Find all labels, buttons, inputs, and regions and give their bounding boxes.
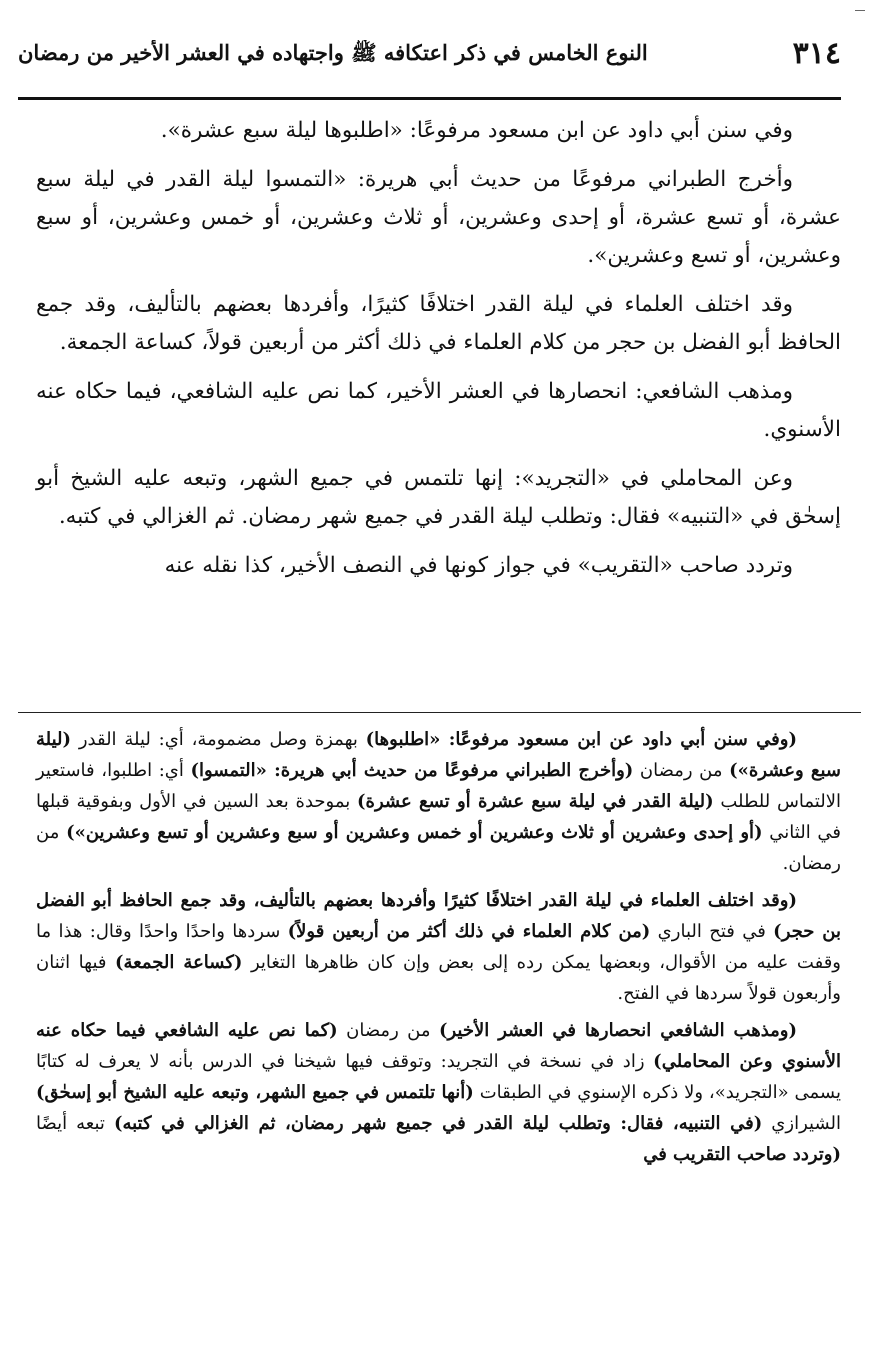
commentary-text: من رمضان. (36, 822, 841, 874)
main-paragraph: وتردد صاحب «التقريب» في جواز كونها في النصف الأخير، كذا نقله عنه (164, 553, 793, 578)
commentary-paragraph (36, 1015, 841, 1170)
commentary-text: من رمضان (633, 760, 730, 781)
quoted-matn: (وأخرج الطبراني مرفوعًا من حديث أبي هريرة: «التمسوا) (190, 760, 634, 781)
commentary-text: أي: اطلبوا، فاستعير الالتماس للطلب (36, 760, 841, 812)
quoted-matn: (وفي سنن أبي داود عن ابن مسعود مرفوعًا: «اطلبوها) (365, 729, 797, 750)
main-paragraph: ومذهب الشافعي: انحصارها في العشر الأخير، كما نص عليه الشافعي، فيما حكاه عنه الأسنوي. (36, 379, 841, 442)
quoted-matn: (وقد اختلف العلماء في ليلة القدر اختلافًا كثيرًا وأفردها بعضهم بالتأليف، وقد جمع الحافظ أبو الفضل بن حجر) (36, 890, 841, 942)
main-paragraph: وفي سنن أبي داود عن ابن مسعود مرفوعًا: «اطلبوها ليلة سبع عشرة». (160, 118, 793, 143)
quoted-matn: (وتردد صاحب التقريب في (643, 1144, 841, 1165)
quoted-matn: (أنها تلتمس في جميع الشهر، وتبعه عليه الشيخ أبو إسحٰق) (36, 1082, 474, 1103)
main-text (36, 112, 841, 585)
commentary-text: الشيرازي (762, 1113, 841, 1134)
header-rule (18, 97, 841, 100)
quoted-matn: (كما نص عليه الشافعي فيما حكاه عنه الأسنوي وعن المحاملي) (36, 1020, 841, 1072)
main-paragraph: وعن المحاملي في «التجريد»: إنها تلتمس في جميع الشهر، وتبعه عليه الشيخ أبو إسحٰق في «التنبيه» فقال: وتطلب ليلة القدر في جميع شهر رمضان. ثم الغزالي في كتبه. (36, 466, 841, 529)
page-header (18, 28, 841, 92)
main-paragraph: وأخرج الطبراني مرفوعًا من حديث أبي هريرة: «التمسوا ليلة القدر في ليلة سبع عشرة، أو تسع عشرة، أو إحدى وعشرين، أو ثلاث وعشرين، أو خمس وعشرين، أو سبع وعشرين، أو تسع وعشرين». (36, 167, 841, 268)
commentary-text: من رمضان (337, 1020, 439, 1041)
commentary-text: تبعه أيضًا (36, 1113, 114, 1134)
commentary-paragraph (36, 885, 841, 1009)
commentary-separator (18, 712, 861, 713)
quoted-matn: (من كلام العلماء في ذلك أكثر من أربعين قولاً) (287, 921, 651, 942)
quoted-matn: (ليلة سبع وعشرة») (36, 729, 841, 781)
commentary-text: بموحدة بعد السين في الأول وبفوقية قبلها في الثاني (36, 791, 842, 843)
quoted-matn: (ليلة القدر في ليلة سبع عشرة أو تسع عشرة) (357, 791, 714, 812)
commentary-text: سردها واحدًا واحدًا وقال: هذا ما وقفت عليه من الأقوال، وبعضها يمكن رده إلى بعض وإن كان ظاهرها التغاير (36, 921, 841, 973)
commentary (36, 724, 841, 1176)
commentary-paragraph (36, 724, 841, 879)
page-number: ٣١٤ (792, 36, 841, 71)
commentary-text: بهمزة وصل مضمومة، أي: ليلة القدر (71, 729, 366, 750)
commentary-text: في فتح الباري (650, 921, 774, 942)
commentary-text: زاد في نسخة في التجريد: وتوقف فيها شيخنا في الدرس بأنه لا يعرف له كتابًا يسمى «التجريد»، ولا ذكره الإسنوي في الطبقات (36, 1051, 841, 1103)
quoted-matn: (في التنبيه، فقال: وتطلب ليلة القدر في جميع شهر رمضان، ثم الغزالي في كتبه) (113, 1113, 763, 1134)
commentary-text: فيها اثنان وأربعون قولاً سردها في الفتح. (36, 952, 841, 1004)
running-title: النوع الخامس في ذكر اعتكافه ﷺ واجتهاده في العشر الأخير من رمضان (18, 40, 648, 65)
main-paragraph: وقد اختلف العلماء في ليلة القدر اختلافًا كثيرًا، وأفردها بعضهم بالتأليف، وقد جمع الحافظ أبو الفضل بن حجر من كلام العلماء في ذلك أكثر من أربعين قولاً، كساعة الجمعة. (36, 292, 841, 355)
quoted-matn: (كساعة الجمعة) (115, 952, 243, 973)
quoted-matn: (ومذهب الشافعي انحصارها في العشر الأخير) (438, 1020, 798, 1041)
quoted-matn: (أو إحدى وعشرين أو ثلاث وعشرين أو خمس وعشرين أو سبع وعشرين أو تسع وعشرين») (66, 822, 763, 843)
corner-mark (855, 10, 865, 11)
